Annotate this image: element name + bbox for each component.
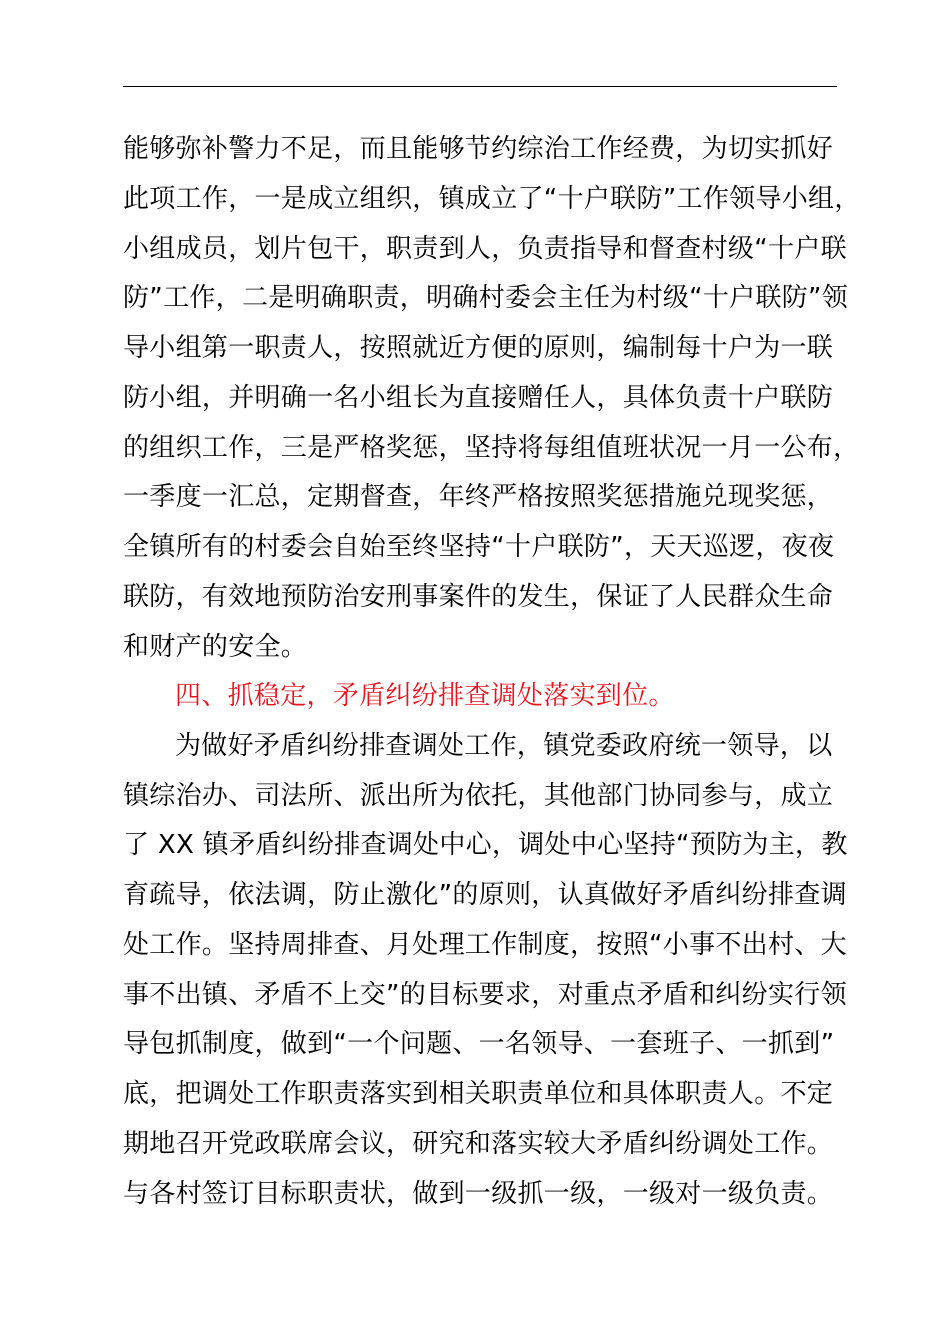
text-line-8: 一季度一汇总，定期督查，年终严格按照奖惩措施兑现奖惩，	[123, 482, 834, 512]
header-rule	[123, 86, 837, 87]
text-line-20: 底，把调处工作职责落实到相关职责单位和具体职责人。不定	[123, 1079, 834, 1109]
text-line-10: 联防，有效地预防治安刑事案件的发生，保证了人民群众生命	[123, 582, 834, 612]
text-line-22: 与各村签订目标职责状，做到一级抓一级，一级对一级负责。	[123, 1179, 834, 1209]
text-line-17: 处工作。坚持周排查、月处理工作制度，按照“小事不出村、大	[123, 930, 847, 960]
text-line-4: 防”工作，二是明确职责，明确村委会主任为村级“十户联防”领	[123, 283, 849, 313]
text-line-7: 的组织工作，三是严格奖惩，坚持将每组值班状况一月一公布，	[123, 433, 860, 463]
text-line-16: 育疏导，依法调，防止激化”的原则，认真做好矛盾纠纷排查调	[123, 880, 847, 910]
text-line-18: 事不出镇、矛盾不上交”的目标要求，对重点矛盾和纠纷实行领	[123, 980, 847, 1010]
text-line-19: 导包抓制度，做到“一个问题、一名领导、一套班子、一抓到”	[123, 1029, 835, 1059]
text-line-6: 防小组，并明确一名小组长为直接赠任人，具体负责十户联防	[123, 383, 834, 413]
section-heading: 四、抓稳定，矛盾纠纷排查调处落实到位。	[175, 681, 675, 711]
text-line-5: 导小组第一职责人，按照就近方便的原则，编制每十户为一联	[123, 333, 834, 363]
text-line-3: 小组成员，划片包干，职责到人，负责指导和督查村级“十户联	[123, 234, 847, 264]
text-line-11: 和财产的安全。	[123, 632, 308, 662]
text-line-13: 为做好矛盾纠纷排查调处工作，镇党委政府统一领导，以	[175, 731, 833, 761]
text-line-21: 期地召开党政联席会议，研究和落实较大矛盾纠纷调处工作。	[123, 1129, 834, 1159]
text-line-9: 全镇所有的村委会自始至终坚持“十户联防”，天天巡逻，夜夜	[123, 532, 835, 562]
text-line-14: 镇综治办、司法所、派出所为依托，其他部门协同参与，成立	[123, 781, 834, 811]
text-line-2: 此项工作，一是成立组织，镇成立了“十户联防”工作领导小组，	[123, 184, 861, 214]
text-line-15: 了 XX 镇矛盾纠纷排查调处中心，调处中心坚持“预防为主，教	[123, 830, 848, 860]
text-line-1: 能够弥补警力不足，而且能够节约综治工作经费，为切实抓好	[123, 134, 834, 164]
